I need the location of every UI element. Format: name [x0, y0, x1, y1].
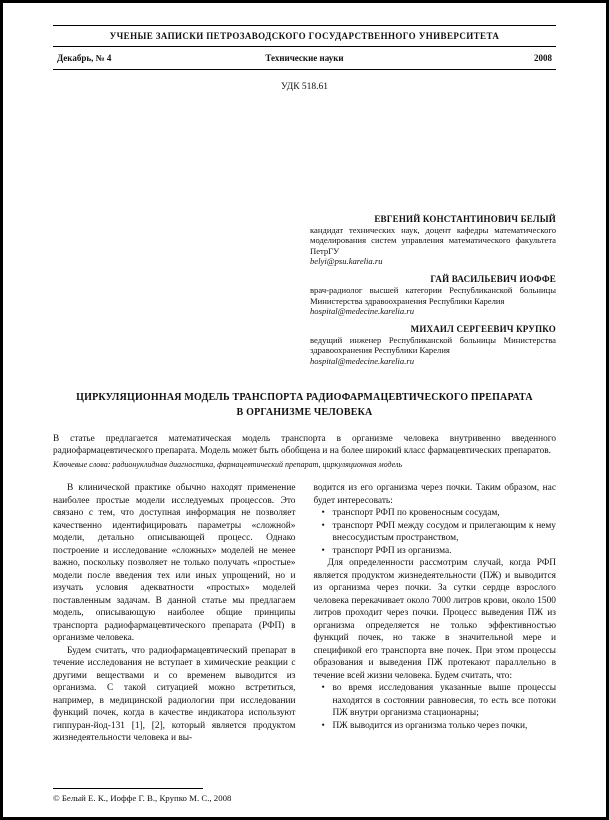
bullet-text: во время исследования указанные выше процессы находятся в состоянии равновесия, то есть все потоки ПЖ внутри организма стационарны; [332, 683, 556, 719]
issue-section: Технические науки [265, 53, 344, 63]
issue-month: Декабрь, № 4 [57, 53, 112, 63]
keywords-list: радионуклидная диагностика, фармацевтический препарат, циркуляционная модель [112, 459, 403, 469]
bullet-icon: • [321, 508, 325, 519]
article-title-line2: В ОРГАНИЗМЕ ЧЕЛОВЕКА [236, 406, 373, 418]
page-footer [53, 782, 556, 803]
bullet-item [314, 520, 557, 545]
bullet-text: транспорт РФП из организма. [332, 545, 452, 556]
article-title [53, 390, 556, 420]
bullet-text: транспорт РФП по кровеносным сосудам, [332, 508, 500, 519]
author-affiliation: кандидат технических наук, доцент кафедры математического моделирования систем управления математического факультета ПетрГУ [310, 225, 556, 256]
author-email: belyi@psu.karelia.ru [310, 256, 383, 267]
bullet-item [314, 545, 557, 558]
article-keywords [53, 460, 556, 470]
left-column [53, 482, 296, 745]
journal-header: УЧЕНЫЕ ЗАПИСКИ ПЕТРОЗАВОДСКОГО ГОСУДАРСТВЕННОГО УНИВЕРСИТЕТА [109, 31, 500, 41]
bullet-icon: • [321, 720, 325, 731]
body-paragraph: В клинической практике обычно находят применение наиболее простые модели исследуемых процессов. Это связано с тем, что доступная информация не позволяет качественно идентифицировать параметры «сложной» модели, детально описывающей процесс. Однако построение и исследование «сложных» моделей не менее важно, поскольку позволяет не только получать «простые» модели после введения тех или иных упрощений, но и изучать условия адекватности «простых» моделей поставленным задачам. В данной статье мы предлагаем модель, описывающую наиболее общие принципы транспорта радиофармацевтического препарата (РФП) в организме человека. [53, 483, 296, 644]
bullet-item [314, 720, 557, 733]
bullet-text: ПЖ выводится из организма только через почки, [332, 720, 528, 731]
udk-code: УДК 518.61 [280, 82, 329, 92]
authors-block [310, 214, 556, 374]
bullet-icon: • [321, 520, 325, 531]
article-abstract: В статье предлагается математическая модель транспорта в организме человека внутривенно введенного радиофармацевтического препарата. Модель может быть обобщена и на более широкий класс фармацевтических препаратов. [53, 433, 556, 456]
author-name: ГАЙ ВАСИЛЬЕВИЧ ИОФФЕ [430, 274, 556, 285]
bullet-item [314, 507, 557, 520]
bullet-text: транспорт РФП между сосудом и прилегающим к нему внесосудистым пространством, [332, 520, 556, 544]
keywords-label: Ключевые слова: [53, 459, 111, 469]
article-title-line1: ЦИРКУЛЯЦИОННАЯ МОДЕЛЬ ТРАНСПОРТА РАДИОФАРМАЦЕВТИЧЕСКОГО ПРЕПАРАТА [76, 391, 533, 403]
author-entry [310, 324, 556, 367]
author-name: МИХАИЛ СЕРГЕЕВИЧ КРУПКО [410, 323, 556, 334]
right-column [314, 482, 557, 745]
author-affiliation: ведущий инженер Республиканской больницы Министерства здравоохранения Республики Карелия [310, 334, 556, 356]
author-email: hospital@medecine.karelia.ru [310, 306, 415, 317]
bullet-icon: • [321, 545, 325, 556]
copyright-line: © Белый Е. К., Иоффе Г. В., Крупко М. С., 2008 [53, 793, 232, 803]
body-columns [53, 482, 556, 745]
body-paragraph: водится из его организма через почки. Таким образом, нас будет интересовать: [313, 483, 556, 506]
body-paragraph: Будем считать, что радиофармацевтический препарат в течение исследования не вступает в химические реакции с другими веществами и со временем выводится из организма. С такой ситуацией можно встретиться, например, в медицинской радиологии при исследовании функций почек, когда в качестве индикатора используют гиппуран-йод-131 [1], [2], который является продуктом жизнедеятельности человека и вы- [53, 645, 296, 744]
footnote-rule [53, 788, 203, 789]
body-paragraph: Для определенности рассмотрим случай, когда РФП является продуктом жизнедеятельности (ПЖ) и выводится из организма через почки. За сутки сердце взрослого человека перекачивает около 7000 литров крови, около 1500 литров проходит через почки. Процесс выведения ПЖ из организма определяется не только эффективностью функций почек, но также в значительной мере и спецификой его транспорта вне почек. При этом процессы образования и выведения ПЖ протекают параллельно в течение всей жизни человека. Будем считать, что: [313, 558, 556, 681]
author-name: ЕВГЕНИЙ КОНСТАНТИНОВИЧ БЕЛЫЙ [374, 214, 556, 224]
bullet-item [314, 682, 557, 720]
issue-year: 2008 [534, 53, 552, 63]
divider-rule-under-issue [53, 69, 556, 70]
author-entry [310, 214, 556, 267]
issue-info-row [53, 47, 556, 69]
author-entry [310, 274, 556, 317]
author-affiliation: врач-радиолог высшей категории Республиканской больницы Министерства здравоохранения Республики Карелия [310, 285, 556, 306]
author-email: hospital@medecine.karelia.ru [310, 355, 415, 366]
bullet-icon: • [321, 683, 325, 694]
